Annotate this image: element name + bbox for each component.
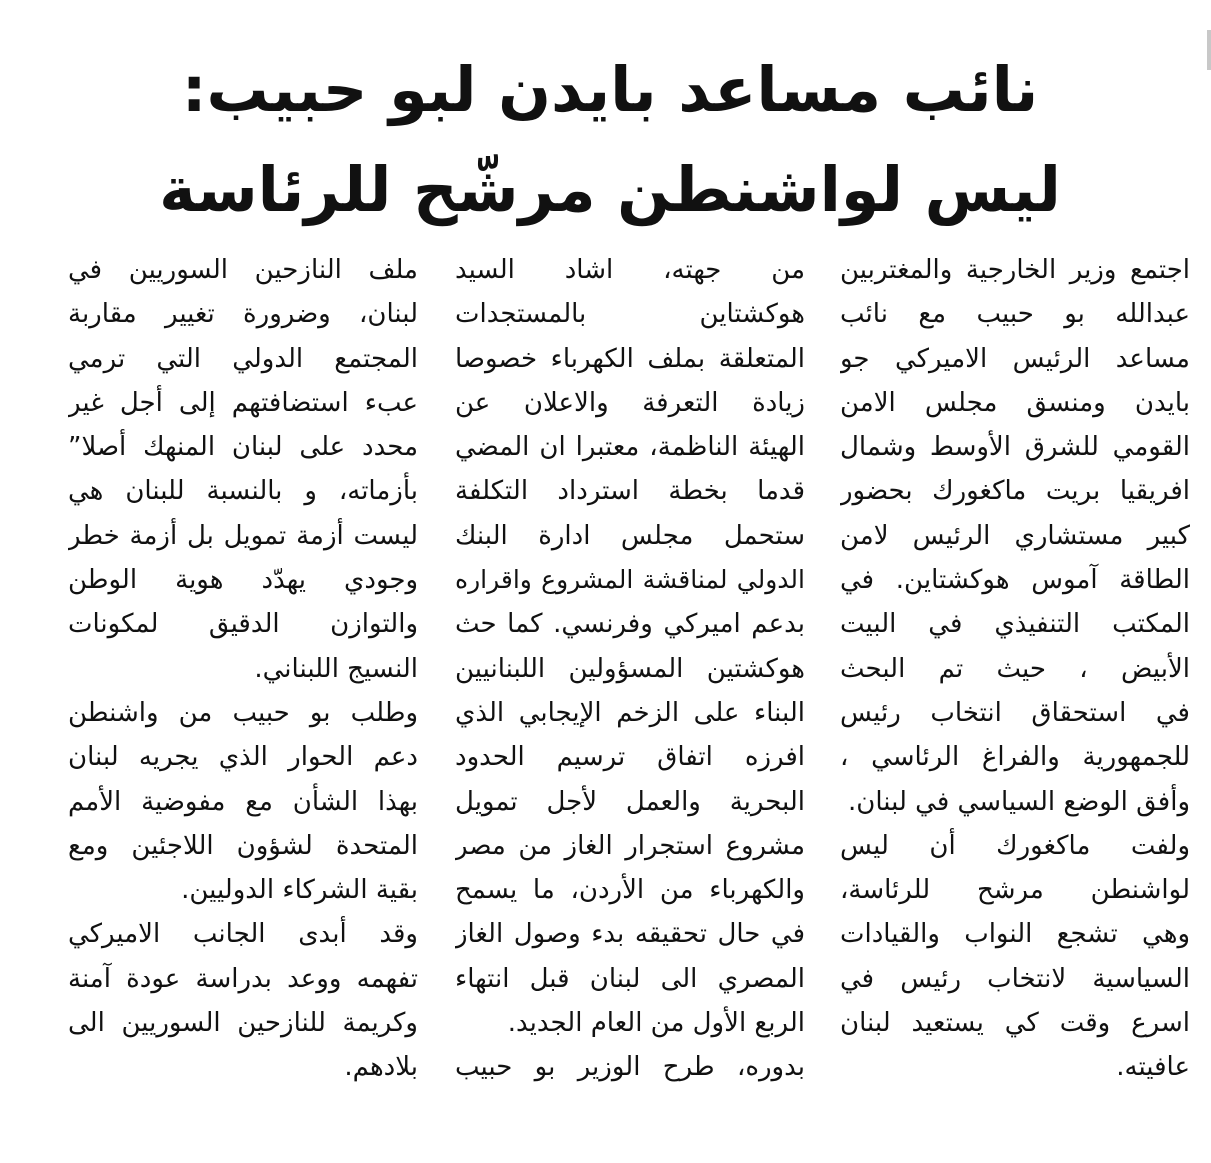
article-line: البناء على الزخم الإيجابي الذي — [455, 697, 805, 728]
article-line: اسرع وقت كي يستعيد لبنان — [840, 1008, 1190, 1039]
article-line: زيادة التعرفة والاعلان عن — [455, 387, 805, 418]
article-column-middle — [455, 248, 805, 1090]
article-line: المجتمع الدولي التي ترمي — [68, 343, 418, 374]
article-column-left — [68, 248, 418, 1090]
article-line: تفهمه ووعد بدراسة عودة آمنة — [68, 963, 418, 994]
scan-edge-mark — [1207, 30, 1211, 70]
article-line: بدوره، طرح الوزير بو حبيب — [455, 1052, 805, 1083]
article-line: الربع الأول من العام الجديد. — [507, 1008, 805, 1039]
article-line: قدما بخطة استرداد التكلفة — [455, 476, 805, 507]
headline-line-1: نائب مساعد بايدن لبو حبيب: — [181, 53, 1039, 126]
article-line: هوكشتين المسؤولين اللبنانيين — [455, 653, 805, 684]
article-line: مشروع استجرار الغاز من مصر — [455, 830, 805, 861]
article-line: عبدالله بو حبيب مع نائب — [840, 299, 1190, 330]
article-line: وقد أبدى الجانب الاميركي — [68, 919, 418, 950]
article-line: اجتمع وزير الخارجية والمغتربين — [840, 255, 1190, 285]
article-column-right — [840, 248, 1190, 1090]
article-line: في استحقاق انتخاب رئيس — [840, 697, 1190, 728]
article-line: هوكشتاين بالمستجدات — [455, 299, 805, 330]
article-line: عبء استضافتهم إلى أجل غير — [68, 387, 418, 418]
article-line: بأزماته، و بالنسبة للبنان هي — [68, 476, 418, 507]
article-line: في حال تحقيقه بدء وصول الغاز — [455, 919, 805, 950]
article-line: الطاقة آموس هوكشتاين. في — [840, 565, 1190, 596]
article-line: افرزه اتفاق ترسيم الحدود — [455, 742, 805, 773]
article-line: عافيته. — [1116, 1052, 1190, 1083]
article-line: كبير مستشاري الرئيس لامن — [840, 520, 1190, 551]
article-line: المكتب التنفيذي في البيت — [840, 609, 1190, 640]
article-line: للجمهورية والفراغ الرئاسي ، — [840, 742, 1190, 773]
article-line: والكهرباء من الأردن، ما يسمح — [455, 875, 805, 906]
article-line: لبنان، وضرورة تغيير مقاربة — [68, 299, 418, 330]
article-line: بايدن ومنسق مجلس الامن — [840, 387, 1190, 418]
article-line: الدولي لمناقشة المشروع واقراره — [455, 565, 805, 595]
article-line: ليست أزمة تمويل بل أزمة خطر — [68, 520, 418, 551]
article-line: ولفت ماكغورك أن ليس — [840, 830, 1190, 861]
article-line: لواشنطن مرشح للرئاسة، — [840, 875, 1190, 906]
article-line: دعم الحوار الذي يجريه لبنان — [68, 742, 418, 773]
article-line: افريقيا بريت ماكغورك بحضور — [840, 476, 1190, 507]
article-line: وهي تشجع النواب والقيادات — [840, 919, 1190, 950]
article-line: السياسية لانتخاب رئيس في — [840, 963, 1190, 994]
article-line: بلادهم. — [344, 1052, 418, 1083]
article-line: ستحمل مجلس ادارة البنك — [455, 520, 805, 551]
article-line: محدد على لبنان المنهك أصلا” — [68, 432, 418, 463]
article-line: ملف النازحين السوريين في — [68, 255, 418, 285]
article-line: المتعلقة بملف الكهرباء خصوصا — [455, 343, 805, 374]
article-line: النسيج اللبناني. — [254, 653, 418, 684]
article-line: البحرية والعمل لأجل تمويل — [455, 786, 805, 817]
article-line: وكريمة للنازحين السوريين الى — [68, 1008, 418, 1039]
article-line: بقية الشركاء الدوليين. — [181, 875, 418, 906]
article-line: الأبيض ، حيث تم البحث — [840, 653, 1190, 684]
article-line: بهذا الشأن مع مفوضية الأمم — [68, 786, 418, 817]
article-line: مساعد الرئيس الاميركي جو — [840, 343, 1190, 374]
article-line: الهيئة الناظمة، معتبرا ان المضي — [455, 432, 805, 463]
article-line: وطلب بو حبيب من واشنطن — [68, 697, 418, 728]
article-body — [0, 248, 1211, 1158]
article-line: بدعم اميركي وفرنسي. كما حث — [455, 609, 805, 640]
article-line: القومي للشرق الأوسط وشمال — [840, 432, 1190, 463]
headline — [60, 40, 1160, 240]
article-line: من جهته، اشاد السيد — [455, 255, 805, 285]
headline-line-2: ليس لواشنطن مرشّح للرئاسة — [159, 153, 1061, 226]
article-line: والتوازن الدقيق لمكونات — [68, 609, 418, 640]
article-line: المتحدة لشؤون اللاجئين ومع — [68, 830, 418, 861]
article-line: وأفق الوضع السياسي في لبنان. — [848, 786, 1190, 817]
article-line: المصري الى لبنان قبل انتهاء — [455, 963, 805, 994]
article-line: وجودي يهدّد هوية الوطن — [68, 565, 418, 596]
